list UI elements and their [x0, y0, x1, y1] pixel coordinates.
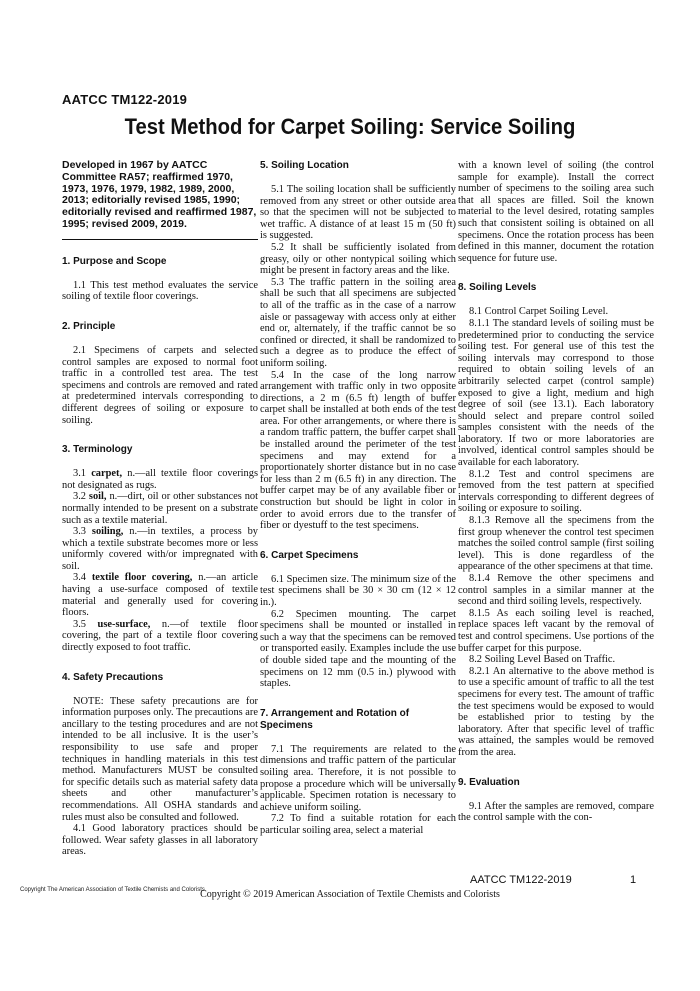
definition-soiling	[62, 526, 258, 572]
definition-text: n.—in textiles, a process by which a textile substrate becomes more or less uniformly covered with/or impregnated with soil.	[62, 526, 258, 572]
paragraph-1-1: 1.1 This test method evaluates the service soiling of textile floor coverings.	[62, 279, 258, 303]
definition-term: carpet,	[91, 468, 123, 480]
footer-copyright: Copyright © 2019 American Association of Textile Chemists and Colorists	[200, 889, 500, 900]
development-history: Developed in 1967 by AATCC Committee RA57; reaffirmed 1970, 1973, 1976, 1979, 1982, 1989, 2000, 2013; editorially revised 1985, 1990; editorially revised and reaffirmed 1987, 1995; revised 2009, 2019.	[62, 159, 257, 230]
definition-text: n.—an article having a use-surface composed of textile material and generally used for covering floors.	[62, 572, 258, 619]
divider-rule	[62, 239, 258, 240]
column-3	[458, 160, 654, 824]
definition-term: textile floor covering,	[91, 572, 193, 584]
section-heading-6: 6. Carpet Specimens	[260, 549, 359, 561]
definition-text: n.—of textile floor covering, the part of a textile floor covering directly exposed to foot traffic.	[62, 618, 259, 654]
running-head: AATCC TM122-2019	[62, 92, 188, 107]
definition-term: soil,	[88, 491, 107, 503]
definition-number: 3.3	[73, 526, 92, 538]
paragraph-8-1-2: 8.1.2 Test and control specimens are removed from the test pattern at specified intervals corresponding to different degrees of soiling or exposure to soiling.	[458, 468, 654, 515]
section-heading-7: 7. Arrangement and Rotation of Specimens	[260, 707, 410, 731]
definition-number: 3.4	[73, 572, 92, 584]
footer-copyright-small: Copyright The American Association of Textile Chemists and Colorists	[20, 887, 205, 893]
paragraph-8-2: 8.2 Soiling Level Based on Traffic.	[469, 654, 616, 666]
paragraph-8-1-4: 8.1.4 Remove the other specimens and control samples in a similar manner at the second and third soiling levels, respectively.	[458, 573, 654, 608]
paragraph-8-1-3: 8.1.3 Remove all the specimens from the first group whenever the control test specimen matches the soiled control sample (first soiling level). This is done regardless of the appearance of the other specimens at that time.	[458, 515, 654, 573]
paragraph-6-1: 6.1 Specimen size. The minimum size of the test specimens shall be 30 × 30 cm (12 × 12 in.).	[260, 573, 456, 608]
paragraph-8-1-5: 8.1.5 As each soiling level is reached, replace spaces left vacant by the removal of test and control specimens. Use portions of the buffer carpet for this purpose.	[458, 607, 654, 654]
paragraph-2-1: 2.1 Specimens of carpets and selected control samples are exposed to normal foot traffic in a controlled test area. The test specimens and controls are removed and rated at predetermined intervals corresponding to different degrees of soiling or exposure to soiling.	[62, 344, 258, 426]
definition-number: 3.1	[73, 468, 92, 480]
paragraph-6-2: 6.2 Specimen mounting. The carpet specimens shall be mounted or installed in such a way that the specimens can be removed or transported easily. Examples include the use of double sided tape and the mounting of the specimens on 12 mm (0.5 in.) plywood with staples.	[260, 608, 456, 690]
definition-number: 3.5	[73, 618, 98, 630]
definition-textile-floor-covering	[62, 572, 258, 618]
definition-soil	[62, 491, 258, 526]
paragraph-8-2-1: 8.2.1 An alternative to the above method is to use a specific amount of traffic to all the test specimens for every test. The amount of traffic the test specimens would be exposed to would be established prior to testing by the laboratory. After that specific level of traffic was attained, the samples would be removed from the area.	[458, 665, 654, 758]
footer-document-id: AATCC TM122-2019	[470, 874, 572, 886]
definition-use-surface	[62, 619, 258, 654]
definition-term: soiling,	[91, 526, 124, 538]
paragraph-8-1-1: 8.1.1 The standard levels of soiling must be predetermined prior to conducting the service soiling test. For general use of this test the soiling intervals may correspond to those required to obtain soiling levels of an arbitrarily selected carpet (control sample) exposed to give a light, medium and high degree of soil (see 13.1). Each laboratory should select and prepare control soiled samples consistent with the needs of the laboratory. If two or more laboratories are involved, identical control samples should be available for each laboratory.	[458, 317, 654, 469]
section-heading-2: 2. Principle	[62, 320, 116, 332]
definition-term: use-surface,	[97, 618, 151, 630]
definition-carpet	[62, 468, 258, 491]
paragraph-7-2: 7.2 To find a suitable rotation for each particular soiling area, select a material	[260, 813, 456, 836]
paragraph-7-1: 7.1 The requirements are related to the dimensions and traffic pattern of the particular soiling area. Therefore, it is not possible to propose a procedure which will be universally applicable. Specimen rotation is necessary to achieve uniform soiling.	[260, 743, 456, 813]
definition-text: n.—dirt, oil or other substances not normally intended to be present on a substrate such as a textile material.	[62, 491, 258, 526]
paragraph-5-2: 5.2 It shall be sufficiently isolated from greasy, oily or other nontypical soiling which might be present in factory areas and the like.	[260, 241, 456, 277]
column-2	[260, 160, 456, 837]
section-heading-9: 9. Evaluation	[458, 776, 520, 788]
safety-note: NOTE: These safety precautions are for information purposes only. The precautions are ancillary to the testing procedures and are not intended to be all inclusive. It is the user’s responsibility to use safe and proper techniques in handling materials in this test method. Manufacturers MUST be consulted for specific details such as material safety data sheets and other manufacturer’s recommendations. All OSHA standards and rules must also be consulted and followed.	[62, 695, 258, 823]
paragraph-5-4: 5.4 In the case of the long narrow arrangement with traffic only in two opposite directions, a 2 m (6.5 ft) length of buffer carpet shall be installed at both ends of the test area. For other arrangements, or where there is a random traffic pattern, the buffer carpet shall be installed around the perimeter of the test specimens and may extend for a proportionately shorter distance but in no case for less than 2 m (6.5 ft) in any direction. The buffer carpet may be of any available fiber or construction but should be light in color in order to avoid errors due to the transfer of fiber or dyestuff to the test specimens.	[260, 369, 456, 532]
definition-text: n.—all textile floor coverings not designated as rugs.	[62, 468, 258, 491]
paragraph-5-1: 5.1 The soiling location shall be sufficiently removed from any street or other outside area so that the specimen will not be subjected to wet traffic. A distance of at least 15 m (50 ft) is suggested.	[260, 184, 456, 242]
paragraph-7-2-continued: with a known level of soiling (the control sample for example). Install the correct number of specimens to the soiling area such that all spaces are filled. Soil the known material to the level desired, rotating samples such that consistent soiling is obtained on all specimens. Once the rotation process has been defined in this manner, document the rotation sequence for future use.	[458, 160, 654, 264]
paragraph-4-1: 4.1 Good laboratory practices should be followed. Wear safety glasses in all laboratory areas.	[62, 823, 258, 858]
page-number: 1	[630, 874, 637, 886]
document-title: Test Method for Carpet Soiling: Service Soiling	[124, 114, 576, 139]
paragraph-9-1: 9.1 After the samples are removed, compare the control sample with the con-	[458, 800, 654, 824]
section-heading-3: 3. Terminology	[62, 444, 133, 456]
section-heading-8: 8. Soiling Levels	[458, 282, 537, 294]
section-heading-4: 4. Safety Precautions	[62, 671, 164, 683]
column-1	[62, 160, 258, 858]
paragraph-5-3: 5.3 The traffic pattern in the soiling area shall be such that all specimens are subjected to all of the traffic as in the case of a narrow aisle or passageway with access only at either end or, alternately, if the traffic cannot be so confined or directed, it shall be randomized to such a degree as to produce the effect of uniform soiling.	[260, 276, 456, 369]
section-heading-1: 1. Purpose and Scope	[62, 255, 167, 267]
definition-number: 3.2	[73, 491, 89, 503]
paragraph-8-1: 8.1 Control Carpet Soiling Level.	[469, 306, 609, 318]
section-heading-5: 5. Soiling Location	[260, 160, 349, 171]
